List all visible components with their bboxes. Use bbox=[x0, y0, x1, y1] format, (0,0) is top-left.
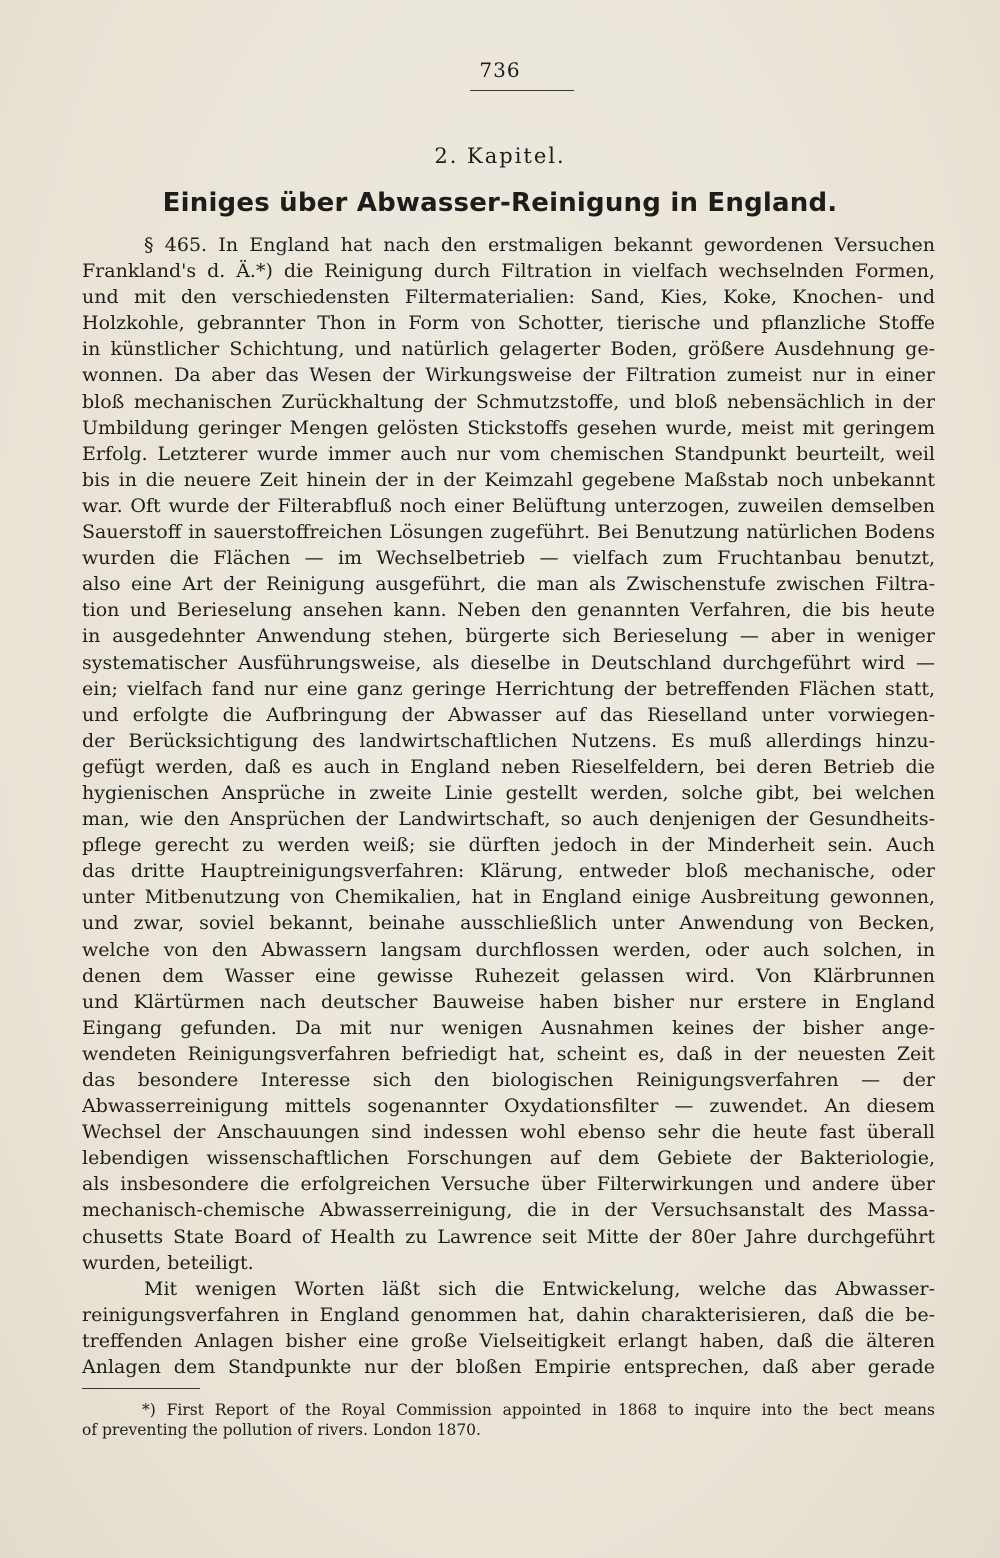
text-line: wurden die Flächen — im Wechselbetrieb — vielfach zum Fruchtanbau benutzt, bbox=[82, 547, 935, 570]
text-line: Erfolg. Letzterer wurde immer auch nur vom chemischen Standpunkt beurteilt, weil bbox=[82, 442, 935, 465]
text-line: also eine Art der Reinigung ausgeführt, die man als Zwischenstufe zwischen Filtra- bbox=[82, 573, 935, 596]
text-line: der Berücksichtigung des landwirtschaftlichen Nutzens. Es muß allerdings hinzu- bbox=[82, 729, 935, 752]
text-line: wendeten Reinigungsverfahren befriedigt hat, scheint es, daß in der neuesten Zeit bbox=[82, 1042, 935, 1065]
text-line: Mit wenigen Worten läßt sich die Entwickelung, welche das Abwasser- bbox=[144, 1277, 935, 1300]
page-number: 736 bbox=[479, 58, 521, 82]
text-line: welche von den Abwassern langsam durchflossen werden, oder auch solchen, in bbox=[82, 938, 935, 961]
chapter-title: Einiges über Abwasser-Reinigung in England. bbox=[162, 188, 838, 218]
text-line: in künstlicher Schichtung, und natürlich gelagerter Boden, größere Ausdehnung ge- bbox=[82, 338, 935, 361]
text-line: gefügt werden, daß es auch in England neben Rieselfeldern, bei deren Betrieb die bbox=[82, 755, 935, 778]
text-line: als insbesondere die erfolgreichen Versuche über Filterwirkungen und andere über bbox=[82, 1173, 935, 1196]
text-line: treffenden Anlagen bisher eine große Vielseitigkeit erlangt haben, daß die älteren bbox=[82, 1329, 935, 1352]
footnote-line: of preventing the pollution of rivers. London 1870. bbox=[82, 1421, 481, 1439]
body-text bbox=[82, 232, 935, 1380]
text-line: wurden, beteiligt. bbox=[82, 1251, 254, 1274]
text-line: Eingang gefunden. Da mit nur wenigen Ausnahmen keines der bisher ange- bbox=[82, 1016, 935, 1039]
text-line: das dritte Hauptreinigungsverfahren: Klärung, entweder bloß mechanische, oder bbox=[82, 860, 935, 883]
text-line: und mit den verschiedensten Filtermaterialien: Sand, Kies, Koke, Knochen- und bbox=[82, 286, 935, 309]
chapter-label: 2. Kapitel. bbox=[434, 144, 566, 168]
footnote-rule bbox=[82, 1388, 200, 1389]
text-line: und zwar, soviel bekannt, beinahe ausschließlich unter Anwendung von Becken, bbox=[82, 912, 935, 935]
text-line: Wechsel der Anschauungen sind indessen wohl ebenso sehr die heute fast überall bbox=[82, 1121, 935, 1144]
text-line: bloß mechanischen Zurückhaltung der Schmutzstoffe, und bloß nebensächlich in der bbox=[82, 390, 935, 413]
text-line: in ausgedehnter Anwendung stehen, bürgerte sich Berieselung — aber in weniger bbox=[82, 625, 935, 648]
text-line: ein; vielfach fand nur eine ganz geringe Herrichtung der betreffenden Flächen statt, bbox=[82, 677, 935, 700]
text-line: chusetts State Board of Health zu Lawrence seit Mitte der 80er Jahre durchgeführt bbox=[82, 1225, 935, 1248]
text-line: Sauerstoff in sauerstoffreichen Lösungen zugeführt. Bei Benutzung natürlichen Bodens bbox=[82, 521, 935, 544]
text-line: tion und Berieselung ansehen kann. Neben den genannten Verfahren, die bis heute bbox=[82, 599, 935, 622]
text-line: Abwasserreinigung mittels sogenannter Oxydationsfilter — zuwendet. An diesem bbox=[82, 1095, 935, 1118]
text-line: Umbildung geringer Mengen gelösten Stickstoffs gesehen wurde, meist mit geringem bbox=[82, 416, 935, 439]
text-line: denen dem Wasser eine gewisse Ruhezeit gelassen wird. Von Klärbrunnen bbox=[82, 964, 935, 987]
text-line: und Klärtürmen nach deutscher Bauweise haben bisher nur erstere in England bbox=[82, 990, 935, 1013]
text-line: pflege gerecht zu werden weiß; sie dürften jedoch in der Minderheit sein. Auch bbox=[82, 834, 935, 857]
page-number-rule bbox=[470, 90, 574, 91]
text-line: bis in die neuere Zeit hinein der in der Keimzahl gegebene Maßstab noch unbekannt bbox=[82, 468, 935, 491]
footnote-line: *) First Report of the Royal Commission appointed in 1868 to inquire into the bect means bbox=[142, 1401, 935, 1419]
text-line: Holzkohle, gebrannter Thon in Form von Schotter, tierische und pflanzliche Stoffe bbox=[82, 312, 935, 335]
text-line: § 465. In England hat nach den erstmaligen bekannt gewordenen Versuchen bbox=[144, 234, 935, 256]
text-line: systematischer Ausführungsweise, als dieselbe in Deutschland durchgeführt wird — bbox=[82, 651, 935, 674]
text-line: war. Oft wurde der Filterabfluß noch einer Belüftung unterzogen, zuweilen demselben bbox=[82, 494, 935, 517]
text-line: mechanisch-chemische Abwasserreinigung, die in der Versuchsanstalt des Massa- bbox=[82, 1199, 935, 1222]
text-line: das besondere Interesse sich den biologischen Reinigungsverfahren — der bbox=[82, 1069, 935, 1091]
footnote bbox=[82, 1400, 935, 1440]
text-line: reinigungsverfahren in England genommen hat, dahin charakterisieren, daß die be- bbox=[82, 1303, 935, 1326]
text-line: hygienischen Ansprüche in zweite Linie gestellt werden, solche gibt, bei welchen bbox=[82, 781, 935, 804]
text-line: Anlagen dem Standpunkte nur der bloßen Empirie entsprechen, daß aber gerade bbox=[82, 1356, 935, 1379]
text-line: wonnen. Da aber das Wesen der Wirkungsweise der Filtration zumeist nur in einer bbox=[82, 364, 935, 387]
text-line: Frankland's d. Ä.*) die Reinigung durch Filtration in vielfach wechselnden Formen, bbox=[82, 260, 935, 283]
text-line: man, wie den Ansprüchen der Landwirtschaft, so auch denjenigen der Gesundheits- bbox=[82, 808, 935, 831]
text-line: unter Mitbenutzung von Chemikalien, hat in England einige Ausbreitung gewonnen, bbox=[82, 886, 935, 909]
text-line: und erfolgte die Aufbringung der Abwasser auf das Rieselland unter vorwiegen- bbox=[82, 703, 935, 726]
text-line: lebendigen wissenschaftlichen Forschungen auf dem Gebiete der Bakteriologie, bbox=[82, 1147, 935, 1170]
